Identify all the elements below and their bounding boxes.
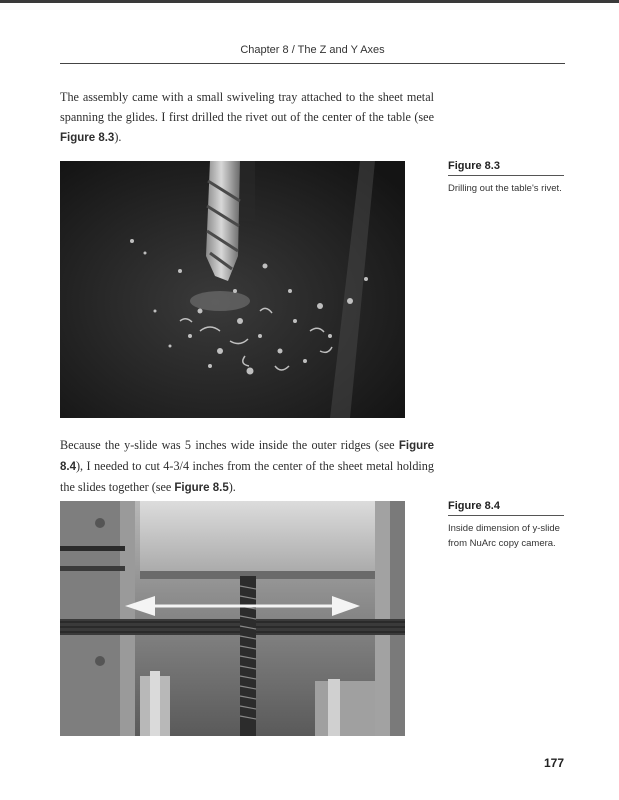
paragraph-1 [60,87,434,148]
figure-8-3-photo [60,161,405,418]
page-number: 177 [543,756,564,770]
paragraph-2 [60,435,434,498]
figure-8-3-caption [448,160,566,196]
paragraph-2-text-2: ), I needed to cut 4-3/4 inches from the center of the sheet metal holding the slides together (see [60,459,434,494]
running-header: Chapter 8 / The Z and Y Axes [240,44,385,56]
figure-8-3-caption-text: Drilling out the table's rivet. [448,183,562,194]
caption-rule [448,175,564,176]
figure-8-4-caption [448,500,566,551]
paragraph-1-text: The assembly came with a small swiveling tray attached to the sheet metal spanning the glides. I first drilled the rivet out of the center of the table (see [60,90,434,124]
figure-8-4-reference: Figure 8.4 [60,440,434,473]
caption-rule [448,515,564,516]
figure-8-4-photo [60,501,405,736]
header-rule [60,63,565,64]
paragraph-2-end: ). [228,480,236,494]
figure-8-3-label: Figure 8.3 [448,160,500,172]
paragraph-2-text-1: Because the y-slide was 5 inches wide inside the outer ridges (see [60,438,399,452]
paragraph-1-end: ). [114,130,122,144]
figure-8-4-label: Figure 8.4 [448,500,500,512]
drill-bit-icon [206,161,240,281]
page-top-edge [0,0,619,3]
figure-8-3-reference: Figure 8.3 [60,132,115,144]
figure-8-4-caption-text: Inside dimension of y-slide from NuArc copy camera. [448,523,560,549]
figure-8-5-reference: Figure 8.5 [174,482,229,494]
